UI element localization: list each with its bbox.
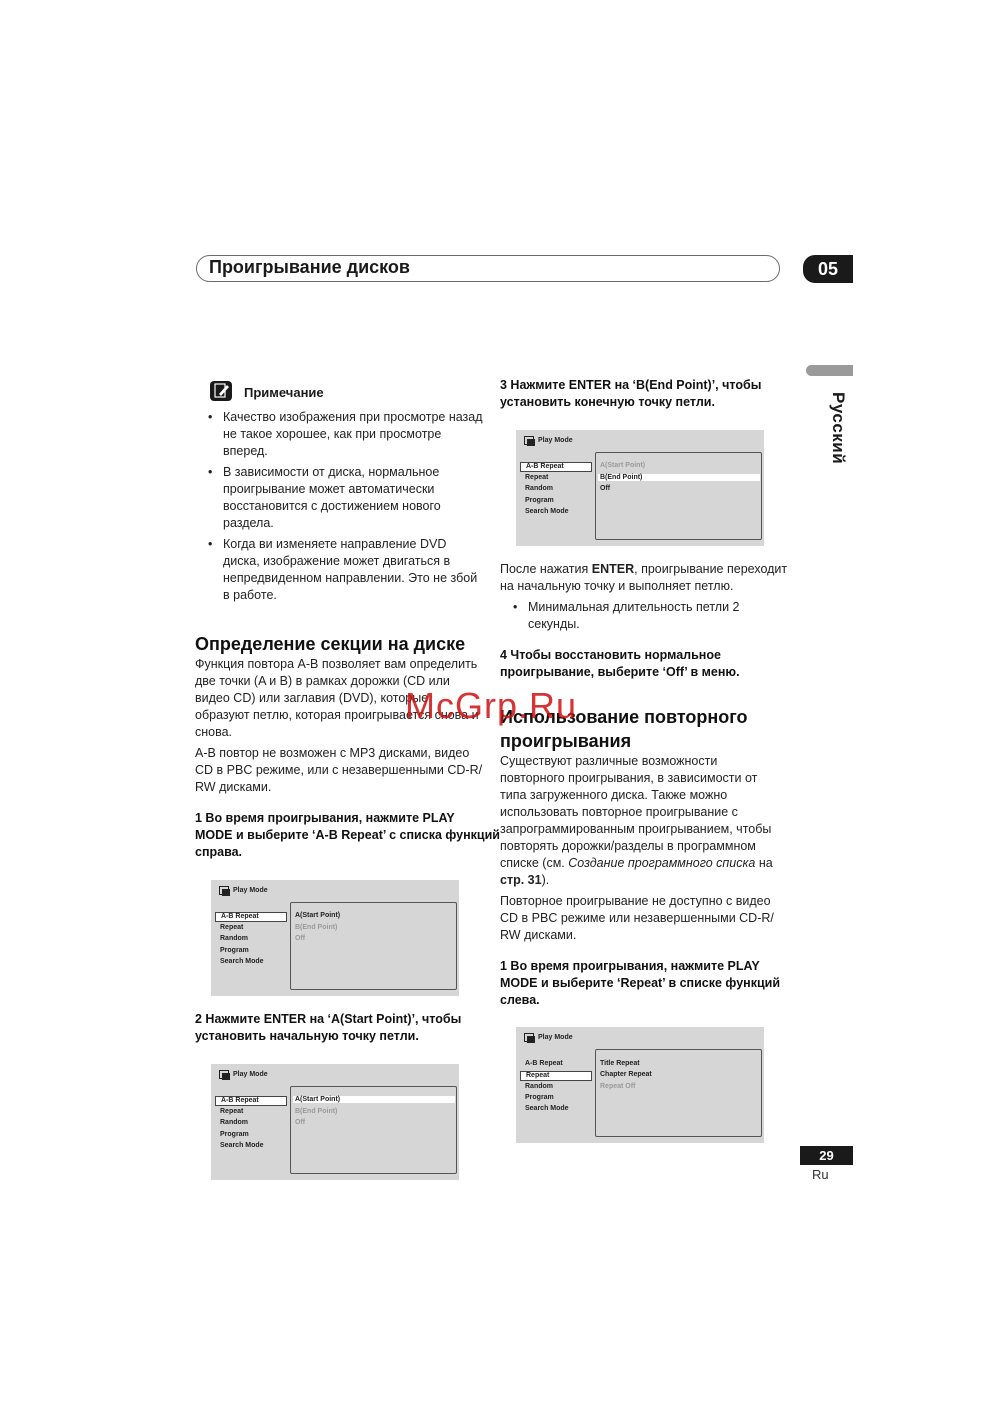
section-heading-repeat: Использование повторного проигрывания — [500, 707, 748, 751]
menu-item-ab-repeat: A-B Repeat — [215, 1096, 287, 1106]
note-bullet-2: • В зависимости от диска, нормальное проигрывание может автоматически восстановится с достижением нового раздела. — [208, 465, 441, 530]
menu-item-program: Program — [220, 1131, 249, 1138]
play-mode-icon — [524, 1033, 536, 1044]
section-heading-ab: Определение секции на диске — [195, 634, 466, 654]
option-start-point: A(Start Point) — [293, 1096, 455, 1103]
repeat-step-1: 1 Во время проигрывания, нажмите PLAY MODE и выберите ‘Repeat’ в списке функций слева. — [500, 959, 780, 1007]
ab-step-3: 3 Нажмите ENTER на ‘B(End Point)’, чтобы установить конечную точку петли. — [500, 378, 762, 409]
menu-item-search-mode: Search Mode — [525, 508, 569, 515]
ab-intro-paragraph: Функция повтора A-B позволяет вам определить две точки (A и B) в рамках дорожки (CD или видео CD) или заглавия (DVD), которые образуют петлю, которая проигрывается снова и снова. — [195, 657, 479, 739]
option-repeat-off: Repeat Off — [600, 1083, 636, 1090]
menu-item-program: Program — [525, 497, 554, 504]
option-start-point: A(Start Point) — [600, 462, 646, 469]
menu-item-search-mode: Search Mode — [220, 1142, 264, 1149]
menu-item-repeat: Repeat — [220, 924, 244, 931]
screen-title: Play Mode — [233, 1071, 268, 1078]
play-mode-icon — [219, 1070, 231, 1081]
ab-step-2: 2 Нажмите ENTER на ‘A(Start Point)’, чтобы установить начальную точку петли. — [195, 1012, 462, 1043]
option-end-point: B(End Point) — [295, 924, 338, 931]
screen-repeat-select — [516, 1027, 764, 1143]
ab-limitation-paragraph: A-B повтор не возможен с MP3 дисками, видео CD в PBC режиме, или с незавершенными CD-R/ RW дисками. — [195, 746, 483, 794]
menu-item-ab-repeat: A-B Repeat — [525, 1060, 563, 1067]
menu-item-search-mode: Search Mode — [220, 958, 264, 965]
screen-end-point-set — [516, 430, 764, 546]
option-end-point: B(End Point) — [598, 474, 760, 481]
repeat-limitation-paragraph: Повторное проигрывание не доступно с видео CD в PBC режиме или незавершенными CD-R/ RW дисками. — [500, 894, 774, 942]
menu-item-search-mode: Search Mode — [525, 1105, 569, 1112]
note-bullet-1: • Качество изображения при просмотре назад не такое хорошее, как при просмотре вперед. — [208, 410, 483, 458]
menu-item-random: Random — [220, 1119, 248, 1126]
play-mode-icon — [219, 886, 231, 897]
pencil-icon — [210, 381, 232, 401]
menu-item-random: Random — [525, 485, 553, 492]
option-end-point: B(End Point) — [295, 1108, 338, 1115]
loop-duration-bullet: • Минимальная длительность петли 2 секунды. — [513, 600, 740, 631]
after-enter-paragraph: После нажатия ENTER, проигрывание переходит на начальную точку и выполняет петлю. — [500, 562, 788, 593]
page-reference: стр. 31 — [500, 873, 542, 887]
ab-step-4: 4 Чтобы восстановить нормальное проигрывание, выберите ‘Off’ в меню. — [500, 648, 740, 679]
menu-item-repeat: Repeat — [520, 1071, 592, 1081]
note-title: Примечание — [244, 385, 324, 400]
program-list-link: Создание программного списка — [568, 856, 756, 870]
option-start-point: A(Start Point) — [295, 912, 341, 919]
option-off: Off — [600, 485, 611, 492]
language-label: Русский — [829, 392, 848, 465]
screen-title: Play Mode — [233, 887, 268, 894]
language-tab-bar — [806, 365, 853, 376]
note-bullet-3: • Когда ви изменяете направление DVD диска, изображение может двигаться в непредвиденном направлении. Это не збой в работе. — [208, 537, 478, 602]
screen-ab-repeat-select — [211, 880, 459, 996]
screen-title: Play Mode — [538, 1034, 573, 1041]
ab-step-1: 1 Во время проигрывания, нажмите PLAY MODE и выберите ‘A-B Repeat’ с списка функций справа. — [195, 811, 500, 859]
page-language: Ru — [812, 1167, 829, 1182]
option-chapter-repeat: Chapter Repeat — [600, 1071, 652, 1078]
menu-item-ab-repeat: A-B Repeat — [520, 462, 592, 472]
repeat-intro-paragraph: Существуют различные возможности повторного проигрывания, в зависимости от типа загруженного диска. Также можно использовать повторное проигрывание с запрограммированным проигрыванием, чтобы повторять дорожки/разделы в программном списке (см. Создание программного списка на стр. 31). — [500, 754, 773, 887]
menu-item-ab-repeat: A-B Repeat — [215, 912, 287, 922]
menu-item-program: Program — [220, 947, 249, 954]
menu-item-program: Program — [525, 1094, 554, 1101]
menu-item-random: Random — [525, 1083, 553, 1090]
screen-start-point-set — [211, 1064, 459, 1180]
menu-item-repeat: Repeat — [220, 1108, 244, 1115]
option-title-repeat: Title Repeat — [600, 1060, 640, 1067]
play-mode-icon — [524, 436, 536, 447]
chapter-badge: 05 — [803, 255, 853, 283]
watermark: McGrp.Ru — [405, 685, 578, 726]
option-off: Off — [295, 1119, 306, 1126]
menu-item-random: Random — [220, 935, 248, 942]
menu-item-repeat: Repeat — [525, 474, 549, 481]
page-title: Проигрывание дисков — [209, 257, 410, 277]
option-off: Off — [295, 935, 306, 942]
screen-title: Play Mode — [538, 437, 573, 444]
page-number: 29 — [800, 1146, 853, 1165]
